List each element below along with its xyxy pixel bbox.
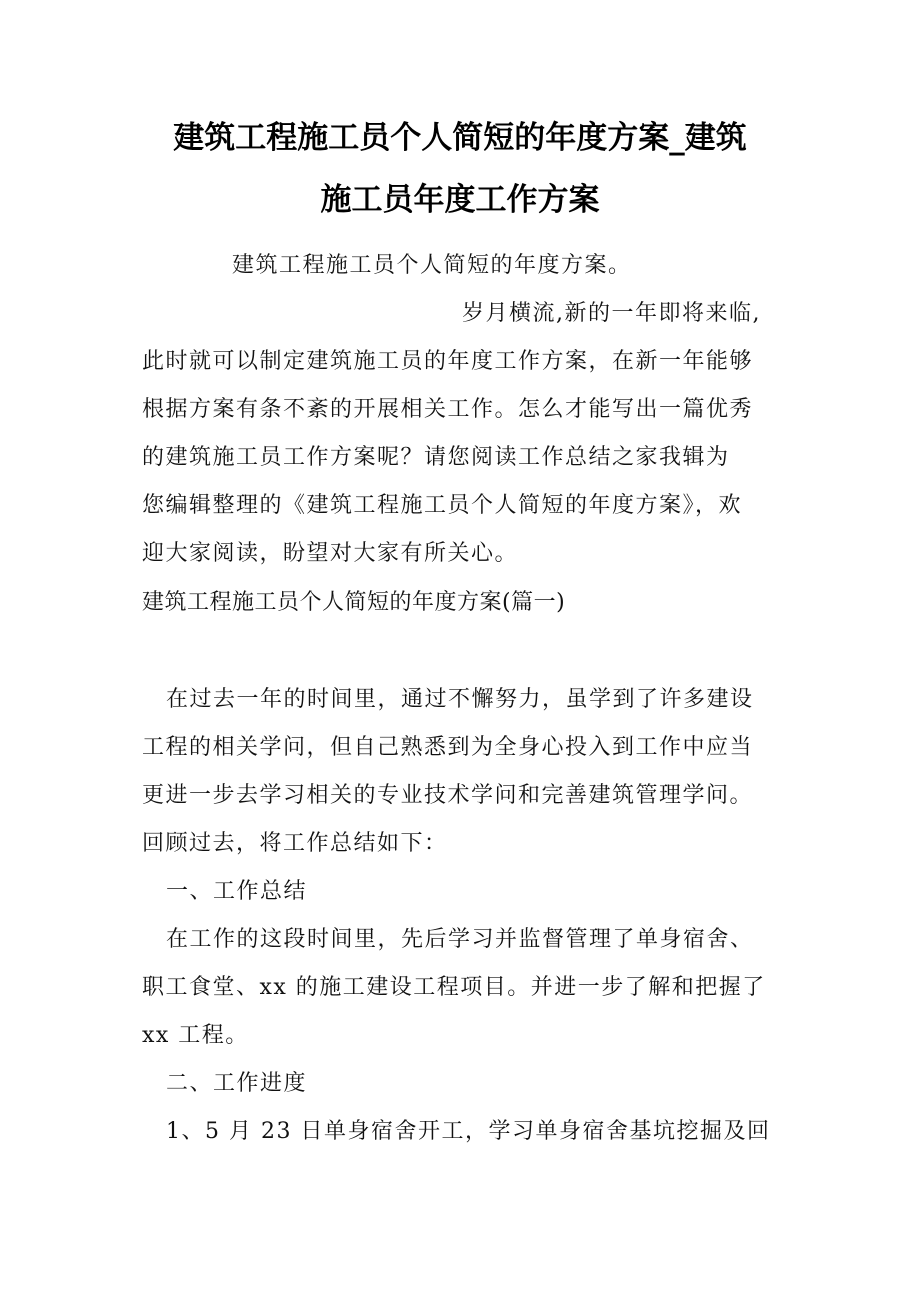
- body-line: 在工作的这段时间里，先后学习并监督管理了单身宿舍、: [166, 927, 754, 952]
- intro-line: 岁月横流,新的一年即将来临,: [462, 301, 761, 326]
- intro-line: 您编辑整理的《建筑工程施工员个人简短的年度方案》，欢: [142, 493, 743, 518]
- intro-heading: 建筑工程施工员个人简短的年度方案。: [232, 253, 632, 278]
- subheading-work-progress: 二、工作进度: [166, 1071, 308, 1096]
- intro-line: 根据方案有条不紊的开展相关工作。怎么才能写出一篇优秀: [142, 397, 754, 422]
- intro-line: 迎大家阅读，盼望对大家有所关心。: [142, 541, 519, 566]
- body-line: 在过去一年的时间里，通过不懈努力，虽学到了许多建设: [166, 687, 754, 712]
- body-line: 职工食堂、xx 的施工建设工程项目。并进一步了解和把握了: [142, 975, 766, 1000]
- body-line: 更进一步去学习相关的专业技术学问和完善建筑管理学问。: [142, 783, 754, 808]
- intro-line: 此时就可以制定建筑施工员的年度工作方案，在新一年能够: [142, 349, 754, 374]
- document-title-line-2: 施工员年度工作方案: [320, 182, 600, 218]
- intro-line: 的建筑施工员工作方案呢？请您阅读工作总结之家我辑为: [142, 445, 730, 470]
- body-line: xx 工程。: [142, 1023, 249, 1048]
- body-line: 1、5 月 23 日单身宿舍开工，学习单身宿舍基坑挖掘及回: [166, 1119, 771, 1144]
- document-title-line-1: 建筑工程施工员个人简短的年度方案_建筑: [173, 120, 747, 156]
- body-line: 回顾过去，将工作总结如下：: [142, 831, 448, 856]
- section-title: 建筑工程施工员个人简短的年度方案(篇一): [142, 590, 566, 615]
- body-line: 工程的相关学问，但自己熟悉到为全身心投入到工作中应当: [142, 735, 754, 760]
- subheading-work-summary: 一、工作总结: [166, 879, 308, 904]
